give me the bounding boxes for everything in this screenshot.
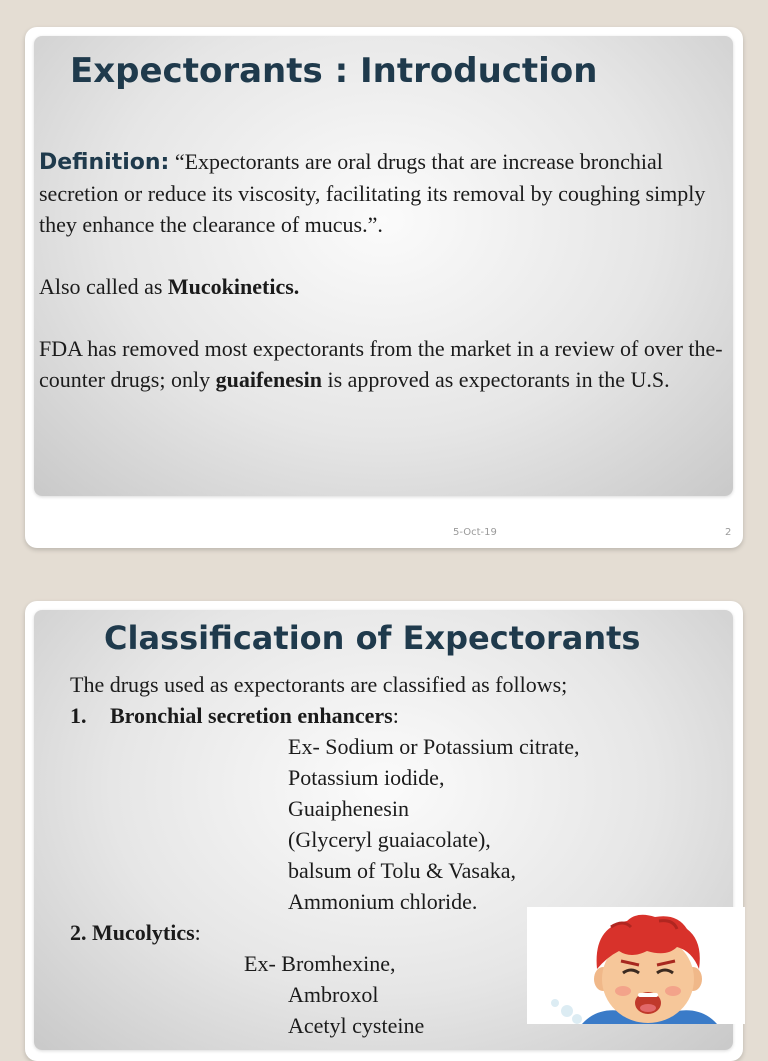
class1-example: (Glyceryl guaiacolate),: [288, 827, 491, 852]
coughing-boy-illustration: [527, 907, 745, 1024]
class1-example: Ex- Sodium or Potassium citrate,: [288, 734, 580, 759]
mucokinetics-term: Mucokinetics.: [167, 274, 300, 299]
classification-intro: The drugs used as expectorants are classified as follows;: [70, 672, 568, 697]
slide-page-number: 2: [725, 527, 732, 538]
fda-prefix: FDA has removed most expectorants from the market in a review of over the-counter drugs; only: [39, 336, 723, 392]
also-called-paragraph: [39, 271, 729, 302]
class2-example: Acetyl cysteine: [288, 1013, 425, 1038]
fda-paragraph: [39, 333, 729, 395]
slide-content-panel: [34, 36, 733, 496]
class2-example: Ambroxol: [288, 982, 379, 1007]
also-called-prefix: Also called as: [39, 274, 168, 299]
class1-number: 1.: [70, 703, 87, 728]
class1-example: Ammonium chloride.: [288, 889, 478, 914]
class2-label: 2. Mucolytics: [70, 920, 195, 945]
class1-example: Guaiphenesin: [288, 796, 409, 821]
class1-example: balsum of Tolu & Vasaka,: [288, 858, 517, 883]
definition-label: Definition:: [39, 150, 170, 175]
slide-title: Expectorants : Introduction: [70, 51, 598, 91]
coughing-boy-icon: [527, 907, 745, 1024]
class2-example: Ex- Bromhexine,: [244, 951, 396, 976]
slide-expectorants-introduction: [25, 27, 743, 548]
definition-text: “Expectorants are oral drugs that are increase bronchial secretion or reduce its viscosity, facilitating its removal by coughing simply they enhance the clearance of mucus.”.: [39, 149, 706, 237]
class1-colon: :: [392, 703, 399, 728]
fda-suffix: is approved as expectorants in the U.S.: [321, 367, 670, 392]
class1-label: Bronchial secretion enhancers: [110, 703, 393, 728]
definition-paragraph: [39, 146, 729, 240]
slide-title: Classification of Expectorants: [104, 619, 641, 657]
class1-heading: [70, 700, 730, 731]
class2-colon: :: [194, 920, 201, 945]
slide-body: [39, 146, 729, 395]
slide-footer-date: 5-Oct-19: [453, 527, 497, 538]
class1-example: Potassium iodide,: [288, 765, 445, 790]
guaifenesin-term: guaifenesin: [215, 367, 322, 392]
